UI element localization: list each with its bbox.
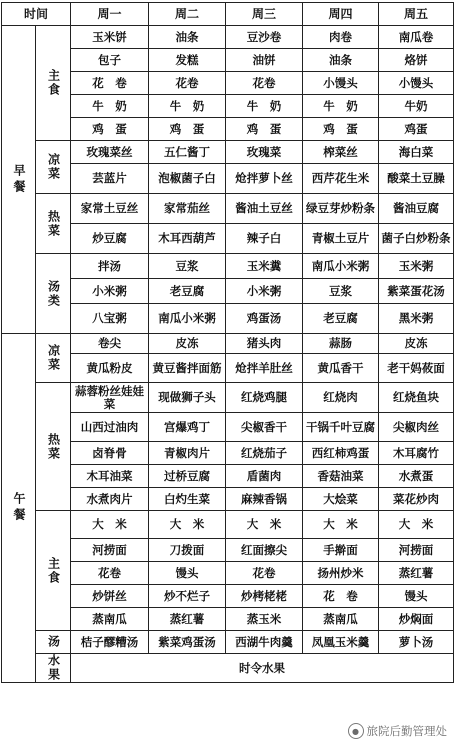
dish-cell: 木耳西葫芦 <box>149 224 226 254</box>
dish-cell: 小馒头 <box>379 72 454 95</box>
dish-cell: 老豆腐 <box>149 279 226 304</box>
dish-cell: 泡椒菌子白 <box>149 164 226 194</box>
dish-cell: 豆浆 <box>303 279 379 304</box>
dish-cell: 蒸红薯 <box>149 608 226 631</box>
dish-cell: 馒头 <box>379 585 454 608</box>
dish-cell: 老干妈莜面 <box>379 354 454 383</box>
dish-cell: 菜花炒肉 <box>379 488 454 511</box>
dish-cell: 水煮肉片 <box>71 488 149 511</box>
dish-cell: 炒焖面 <box>379 608 454 631</box>
dish-cell: 鸡蛋汤 <box>226 304 303 334</box>
day-header: 周四 <box>303 3 379 26</box>
dish-cell: 皮冻 <box>149 334 226 354</box>
dish-cell: 炒豆腐 <box>71 224 149 254</box>
fruit-cell: 时令水果 <box>71 654 454 683</box>
day-header: 周五 <box>379 3 454 26</box>
dish-cell: 大 米 <box>303 511 379 539</box>
category-cell-label: 主食 <box>46 69 61 97</box>
dish-cell: 麻辣香锅 <box>226 488 303 511</box>
menu-row <box>2 141 454 164</box>
dish-cell: 黄瓜粉皮 <box>71 354 149 383</box>
dish-cell: 木耳油菜 <box>71 465 149 488</box>
dish-cell: 牛 奶 <box>303 95 379 118</box>
dish-cell: 花卷 <box>71 562 149 585</box>
category-cell <box>36 631 71 654</box>
dish-cell: 紫菜蛋花汤 <box>379 279 454 304</box>
dish-cell: 小米粥 <box>226 279 303 304</box>
category-cell-label: 汤 <box>46 635 61 649</box>
dish-cell: 水煮蛋 <box>379 465 454 488</box>
dish-cell: 大 米 <box>71 511 149 539</box>
watermark <box>346 723 450 739</box>
category-cell <box>36 654 71 683</box>
dish-cell: 尖椒肉丝 <box>379 413 454 442</box>
category-cell <box>36 511 71 631</box>
dish-cell: 花卷 <box>226 72 303 95</box>
dish-cell: 红烧鱼块 <box>379 383 454 413</box>
dish-cell: 炒栲栳栳 <box>226 585 303 608</box>
menu-row <box>2 194 454 224</box>
dish-cell: 牛 奶 <box>226 95 303 118</box>
dish-cell: 黄豆酱拌面筋 <box>149 354 226 383</box>
category-cell <box>36 141 71 194</box>
dish-cell: 黑米粥 <box>379 304 454 334</box>
dish-cell: 桔子醪糟汤 <box>71 631 149 654</box>
category-cell <box>36 334 71 383</box>
dish-cell: 芸蓝片 <box>71 164 149 194</box>
dish-cell: 鸡 蛋 <box>226 118 303 141</box>
dish-cell: 木耳腐竹 <box>379 442 454 465</box>
dish-cell: 玉米糞 <box>226 254 303 279</box>
category-cell <box>36 26 71 141</box>
day-header: 周二 <box>149 3 226 26</box>
category-cell-label: 主食 <box>46 556 61 585</box>
dish-cell: 干锅千叶豆腐 <box>303 413 379 442</box>
dish-cell: 八宝粥 <box>71 304 149 334</box>
dish-cell: 蒸红薯 <box>379 562 454 585</box>
breakfast-cell <box>2 26 36 334</box>
dish-cell: 河捞面 <box>379 539 454 562</box>
day-header: 周一 <box>71 3 149 26</box>
dish-cell: 凤凰玉米羹 <box>303 631 379 654</box>
dish-cell: 南瓜小米粥 <box>303 254 379 279</box>
category-cell-label: 汤类 <box>46 279 61 308</box>
category-cell-label: 热菜 <box>46 432 61 461</box>
dish-cell: 刀拨面 <box>149 539 226 562</box>
breakfast-cell-label: 早餐 <box>12 163 26 196</box>
dish-cell: 过桥豆腐 <box>149 465 226 488</box>
dish-cell: 酱油土豆丝 <box>226 194 303 224</box>
dish-cell: 南瓜卷 <box>379 26 454 49</box>
dish-cell: 西红柿鸡蛋 <box>303 442 379 465</box>
dish-cell: 蒜肠 <box>303 334 379 354</box>
dish-cell: 黄瓜香干 <box>303 354 379 383</box>
dish-cell: 大 米 <box>379 511 454 539</box>
menu-row <box>2 254 454 279</box>
menu-row <box>2 654 454 683</box>
dish-cell: 炝拌萝卜丝 <box>226 164 303 194</box>
dish-cell: 炒不烂子 <box>149 585 226 608</box>
dish-cell: 河捞面 <box>71 539 149 562</box>
dish-cell: 花卷 <box>149 72 226 95</box>
dish-cell: 鸡 蛋 <box>303 118 379 141</box>
dish-cell: 发糕 <box>149 49 226 72</box>
dish-cell: 南瓜小米粥 <box>149 304 226 334</box>
dish-cell: 榨菜丝 <box>303 141 379 164</box>
dish-cell: 大 米 <box>226 511 303 539</box>
dish-cell: 花 卷 <box>303 585 379 608</box>
weekly-menu-table <box>1 2 454 683</box>
dish-cell: 玉米饼 <box>71 26 149 49</box>
dish-cell: 豆浆 <box>149 254 226 279</box>
dish-cell: 油条 <box>303 49 379 72</box>
dish-cell: 现做狮子头 <box>149 383 226 413</box>
dish-cell: 包子 <box>71 49 149 72</box>
dish-cell: 大 米 <box>149 511 226 539</box>
wechat-icon: ● <box>348 723 364 739</box>
dish-cell: 炒饼丝 <box>71 585 149 608</box>
dish-cell: 鸡蛋 <box>379 118 454 141</box>
category-cell <box>36 383 71 511</box>
category-cell-label: 水果 <box>46 654 61 682</box>
dish-cell: 香菇油菜 <box>303 465 379 488</box>
dish-cell: 卷尖 <box>71 334 149 354</box>
dish-cell: 油饼 <box>226 49 303 72</box>
menu-row <box>2 334 454 354</box>
dish-cell: 尖椒香干 <box>226 413 303 442</box>
dish-cell: 拌汤 <box>71 254 149 279</box>
category-cell-label: 凉菜 <box>46 153 61 181</box>
category-cell <box>36 254 71 334</box>
dish-cell: 老豆腐 <box>303 304 379 334</box>
dish-cell: 肉卷 <box>303 26 379 49</box>
menu-row <box>2 26 454 49</box>
dish-cell: 青椒土豆片 <box>303 224 379 254</box>
dish-cell: 蒜蓉粉丝娃娃菜 <box>71 383 149 413</box>
menu-row <box>2 631 454 654</box>
dish-cell: 蒸玉米 <box>226 608 303 631</box>
dish-cell: 牛 奶 <box>149 95 226 118</box>
dish-cell: 紫菜鸡蛋汤 <box>149 631 226 654</box>
dish-cell: 玉米粥 <box>379 254 454 279</box>
dish-cell: 山西过油肉 <box>71 413 149 442</box>
menu-row <box>2 511 454 539</box>
dish-cell: 豆沙卷 <box>226 26 303 49</box>
dish-cell: 西湖牛肉羹 <box>226 631 303 654</box>
dish-cell: 小米粥 <box>71 279 149 304</box>
dish-cell: 酸菜土豆臊 <box>379 164 454 194</box>
dish-cell: 油条 <box>149 26 226 49</box>
time-header: 时间 <box>2 3 71 26</box>
dish-cell: 萝卜汤 <box>379 631 454 654</box>
dish-cell: 手擀面 <box>303 539 379 562</box>
category-cell-label: 凉菜 <box>46 344 61 372</box>
dish-cell: 五仁酱丁 <box>149 141 226 164</box>
dish-cell: 玫瑰菜丝 <box>71 141 149 164</box>
category-cell <box>36 194 71 254</box>
day-header: 周三 <box>226 3 303 26</box>
dish-cell: 皮冻 <box>379 334 454 354</box>
dish-cell: 鸡 蛋 <box>71 118 149 141</box>
watermark-text: 旅院后勤管理处 <box>366 724 447 738</box>
dish-cell: 辣子白 <box>226 224 303 254</box>
dish-cell: 牛奶 <box>379 95 454 118</box>
dish-cell: 盾菌肉 <box>226 465 303 488</box>
dish-cell: 烙饼 <box>379 49 454 72</box>
dish-cell: 红烧茄子 <box>226 442 303 465</box>
dish-cell: 菌子白炒粉条 <box>379 224 454 254</box>
dish-cell: 卤脊骨 <box>71 442 149 465</box>
dish-cell: 炝拌羊肚丝 <box>226 354 303 383</box>
dish-cell: 扬州炒米 <box>303 562 379 585</box>
dish-cell: 西芹花生米 <box>303 164 379 194</box>
dish-cell: 白灼生菜 <box>149 488 226 511</box>
dish-cell: 牛 奶 <box>71 95 149 118</box>
dish-cell: 红烧肉 <box>303 383 379 413</box>
dish-cell: 红面擦尖 <box>226 539 303 562</box>
dish-cell: 花卷 <box>226 562 303 585</box>
category-cell-label: 热菜 <box>46 209 61 238</box>
lunch-cell <box>2 334 36 683</box>
dish-cell: 鸡 蛋 <box>149 118 226 141</box>
dish-cell: 绿豆芽炒粉条 <box>303 194 379 224</box>
dish-cell: 酱油豆腐 <box>379 194 454 224</box>
dish-cell: 宫爆鸡丁 <box>149 413 226 442</box>
dish-cell: 蒸南瓜 <box>303 608 379 631</box>
menu-row <box>2 383 454 413</box>
dish-cell: 家常土豆丝 <box>71 194 149 224</box>
lunch-cell-label: 午餐 <box>12 492 26 524</box>
dish-cell: 蒸南瓜 <box>71 608 149 631</box>
dish-cell: 玫瑰菜 <box>226 141 303 164</box>
dish-cell: 大烩菜 <box>303 488 379 511</box>
dish-cell: 馒头 <box>149 562 226 585</box>
dish-cell: 花 卷 <box>71 72 149 95</box>
dish-cell: 家常茄丝 <box>149 194 226 224</box>
dish-cell: 海白菜 <box>379 141 454 164</box>
dish-cell: 青椒肉片 <box>149 442 226 465</box>
dish-cell: 红烧鸡腿 <box>226 383 303 413</box>
dish-cell: 猪头肉 <box>226 334 303 354</box>
dish-cell: 小馒头 <box>303 72 379 95</box>
